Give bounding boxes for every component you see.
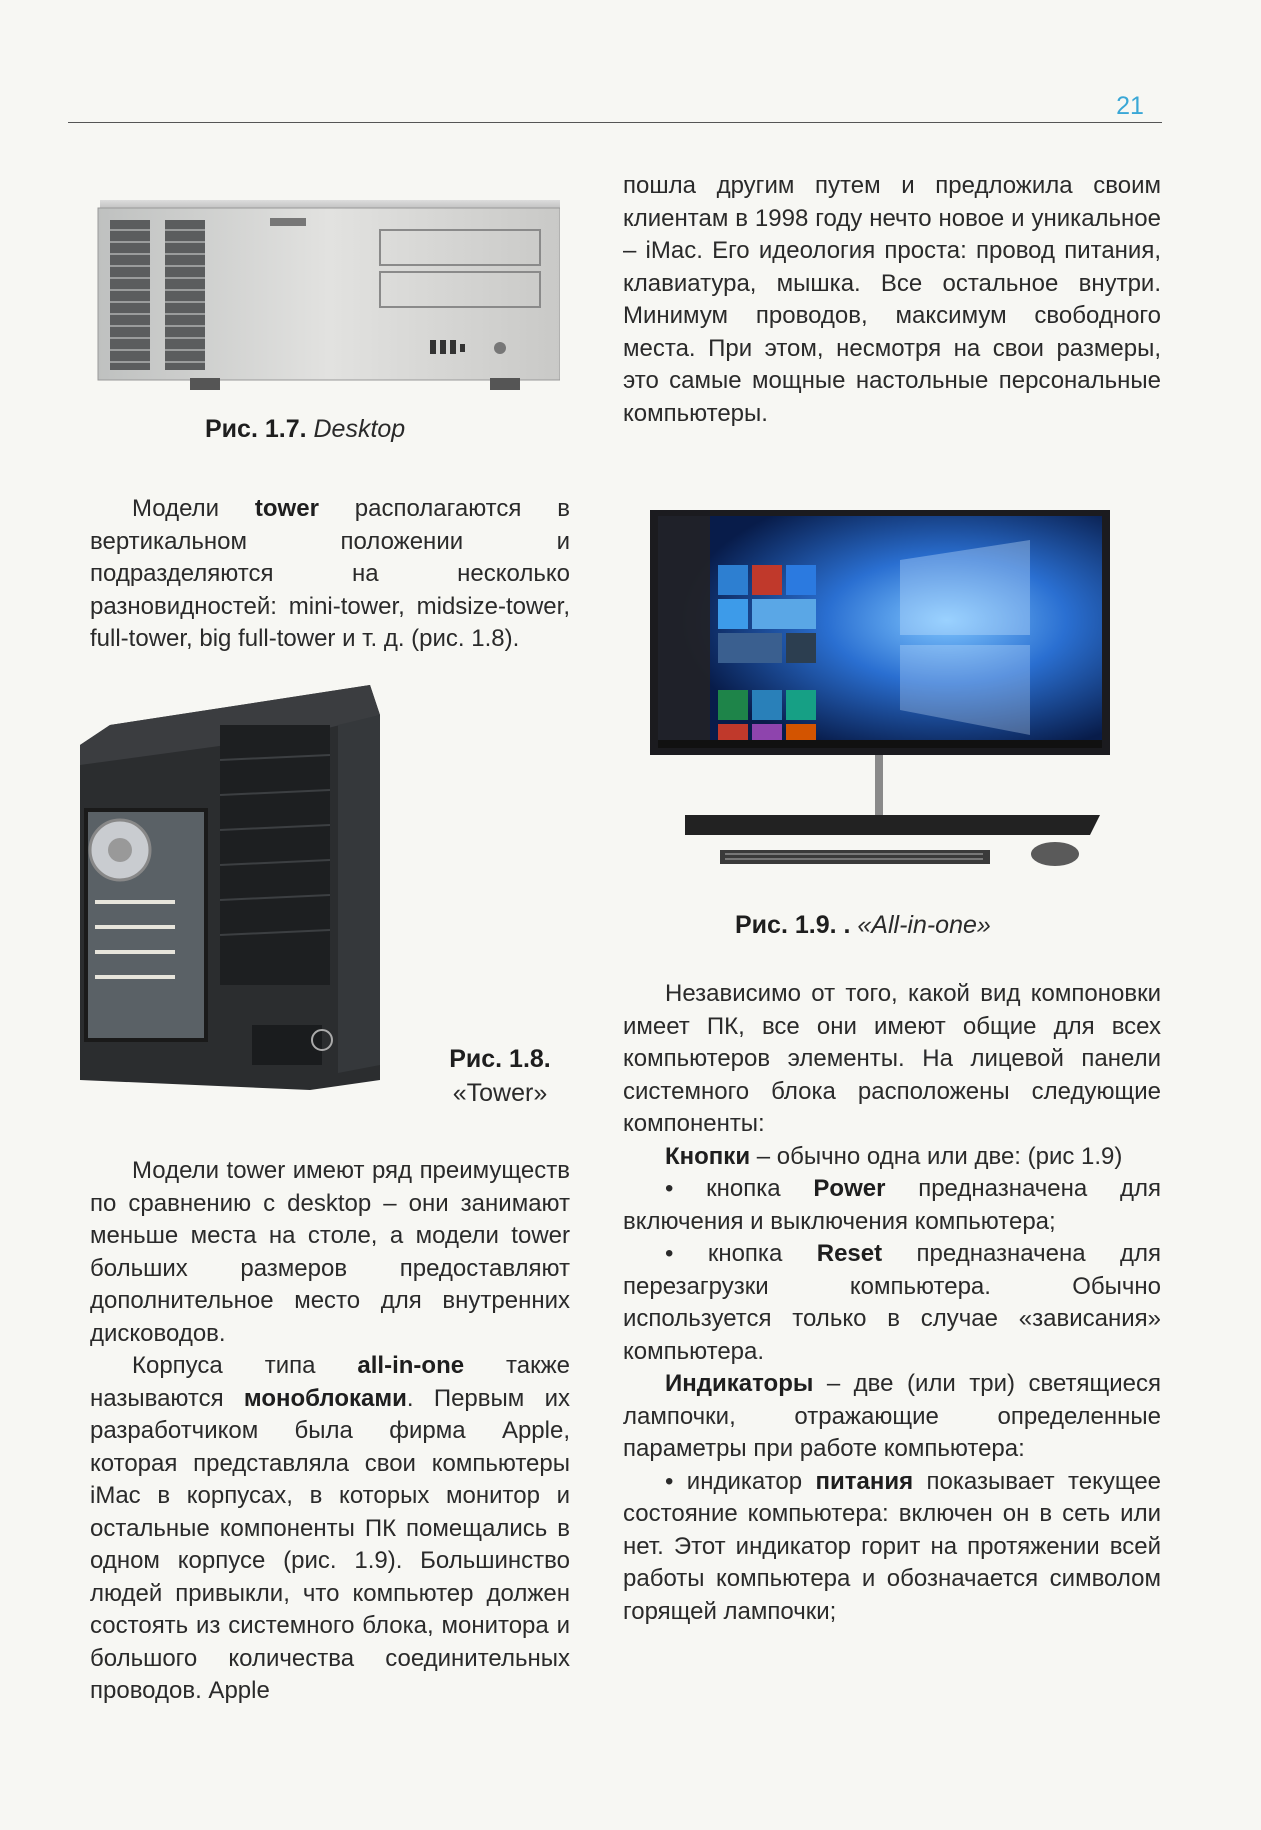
term-monoblock: моноблоками — [243, 1384, 407, 1412]
figure-label: Рис. 1.9. . — [735, 911, 851, 939]
figure-1-9-caption — [735, 908, 991, 942]
bullet-power: • кнопка Power предназначена для включения и выключения компьютера; — [623, 1175, 1161, 1235]
term-all-in-one: all-in-one — [357, 1352, 465, 1379]
left-column-bottom — [90, 1155, 570, 1708]
page-number: 21 — [1116, 92, 1144, 120]
left-paragraph-advantages: Модели tower имеют ряд преимуществ по сравнению с desktop – они занимают меньше места на столе, а модели tower больших размеров предоставляют дополнительное место для внутренних дисководов. — [90, 1157, 570, 1347]
figure-title: «All-in-one» — [857, 911, 991, 939]
term-indicators: Индикаторы — [665, 1370, 814, 1397]
bullet-reset: • кнопка Reset предназначена для перезагрузки компьютера. Обычно используется только в случае «зависания» компьютера. — [623, 1240, 1161, 1365]
term-buttons: Кнопки — [665, 1142, 751, 1170]
right-paragraph-components: Независимо от того, какой вид компоновки имеет ПК, все они имеют общие для всех компьютеров элементы. На лицевой панели системного блока расположены следующие компоненты: — [623, 980, 1161, 1137]
figure-title: Desktop — [313, 415, 406, 443]
right-paragraph-imac: пошла другим путем и предложила своим клиентам в 1998 году нечто новое и уникальное – iMac. Его идеология проста: провод питания, клавиатура, мышка. Все остальное внутри. Минимум проводов, максимум свободного места. При этом, несмотря на свои размеры, это самые мощные настольные персональные компьютеры. — [623, 172, 1161, 427]
all-in-one-image — [640, 510, 1120, 880]
tower-case-image — [70, 685, 390, 1090]
term-power-indicator: питания — [815, 1467, 914, 1495]
figure-label: Рис. 1.8. — [449, 1045, 551, 1073]
left-paragraph-all-in-one: Корпуса типа all-in-one также называются моноблоками. Первым их разработчиком была фирма Apple, которая представляла свои компьютеры iMac в корпусах, в которых монитор и остальные компоненты ПК помещались в одном корпусе (рис. 1.9). Большинство людей привыкли, что компьютер должен состоять из системного блока, монитора и большого количества соединительных проводов. Apple — [90, 1352, 571, 1704]
term-tower: tower — [254, 495, 319, 522]
figure-1-7-caption — [205, 412, 405, 446]
figure-label: Рис. 1.7. — [205, 415, 307, 443]
desktop-case-image — [90, 190, 560, 395]
right-column-bottom — [623, 978, 1161, 1628]
header-rule — [68, 122, 1162, 123]
bullet-power-indicator: • индикатор питания показывает текущее состояние компьютера: включен он в сеть или нет. Этот индикатор горит на протяжении всей работы компьютера и обозначается символом горящей лампочки; — [623, 1467, 1162, 1625]
term-reset: Reset — [816, 1240, 883, 1267]
right-paragraph-buttons: Кнопки – обычно одна или две: (рис 1.9) — [665, 1142, 1123, 1170]
right-paragraph-indicators: Индикаторы – две (или три) светящиеся лампочки, отражающие определенные параметры при работе компьютера: — [623, 1370, 1161, 1462]
figure-title: «Tower» — [452, 1079, 548, 1107]
left-paragraph-tower-intro: Модели tower располагаются в вертикальном положении и подразделяются на несколько разновидностей: mini-tower, midsize-tower, full-tower, big full-tower и т. д. (рис. 1.8). — [90, 495, 571, 652]
term-power: Power — [813, 1175, 886, 1202]
figure-1-8-caption — [430, 1042, 570, 1110]
